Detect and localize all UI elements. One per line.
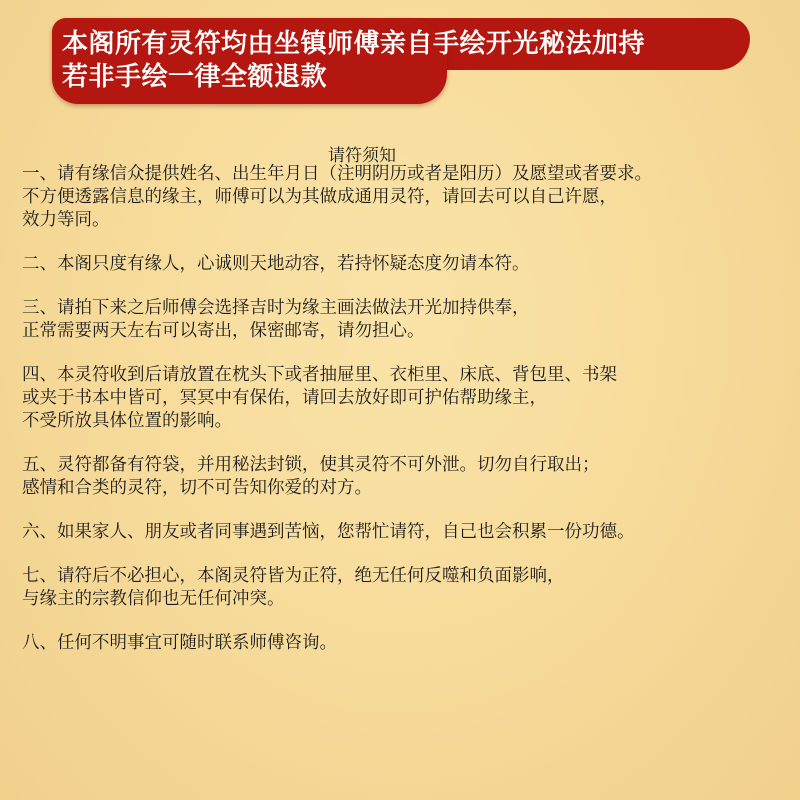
rule-item: [22, 297, 798, 343]
rule-line: 四、本灵符收到后请放置在枕头下或者抽屉里、衣柜里、床底、背包里、书架: [22, 365, 617, 385]
rule-line: 三、请拍下来之后师傅会选择吉时为缘主画法做法开光加持供奉，: [22, 298, 530, 318]
rule-item: [22, 565, 798, 611]
rule-line: 与缘主的宗教信仰也无任何冲突。: [22, 589, 285, 609]
notice-title-text: 请符须知: [328, 146, 396, 166]
rule-item: [22, 364, 798, 433]
rule-line: 正常需要两天左右可以寄出，保密邮寄，请勿担心。: [22, 321, 425, 341]
rule-item: [22, 454, 798, 500]
rule-line: 效力等同。: [22, 210, 110, 230]
rule-item: [22, 632, 798, 655]
rule-line: 感情和合类的灵符，切不可告知你爱的对方。: [22, 478, 372, 498]
rule-item: [22, 163, 798, 232]
rule-line: 六、如果家人、朋友或者同事遇到苦恼，您帮忙请符，自己也会积累一份功德。: [22, 522, 635, 542]
rule-item: [22, 521, 798, 544]
banner-line-1: 本阁所有灵符均由坐镇师傅亲自手绘开光秘法加持: [62, 29, 646, 59]
rule-line: 八、任何不明事宜可随时联系师傅咨询。: [22, 633, 337, 653]
rule-line: 一、请有缘信众提供姓名、出生年月日（注明阴历或者是阳历）及愿望或者要求。: [22, 164, 652, 184]
rule-line: 或夹于书本中皆可，冥冥中有保佑，请回去放好即可护佑帮助缘主，: [22, 388, 547, 408]
rule-line: 不方便透露信息的缘主，师傅可以为其做成通用灵符，请回去可以自己许愿，: [22, 187, 617, 207]
guarantee-banner: [62, 28, 762, 94]
rule-item: [22, 253, 798, 276]
rule-line: 二、本阁只度有缘人，心诚则天地动容，若持怀疑态度勿请本符。: [22, 254, 530, 274]
rule-line: 不受所放具体位置的影响。: [22, 411, 232, 431]
rule-line: 五、灵符都备有符袋，并用秘法封锁，使其灵符不可外泄。切勿自行取出；: [22, 455, 600, 475]
rule-line: 七、请符后不必担心，本阁灵符皆为正符，绝无任何反噬和负面影响，: [22, 566, 565, 586]
rules-list: [22, 163, 798, 676]
banner-line-2: 若非手绘一律全额退款: [62, 62, 328, 92]
